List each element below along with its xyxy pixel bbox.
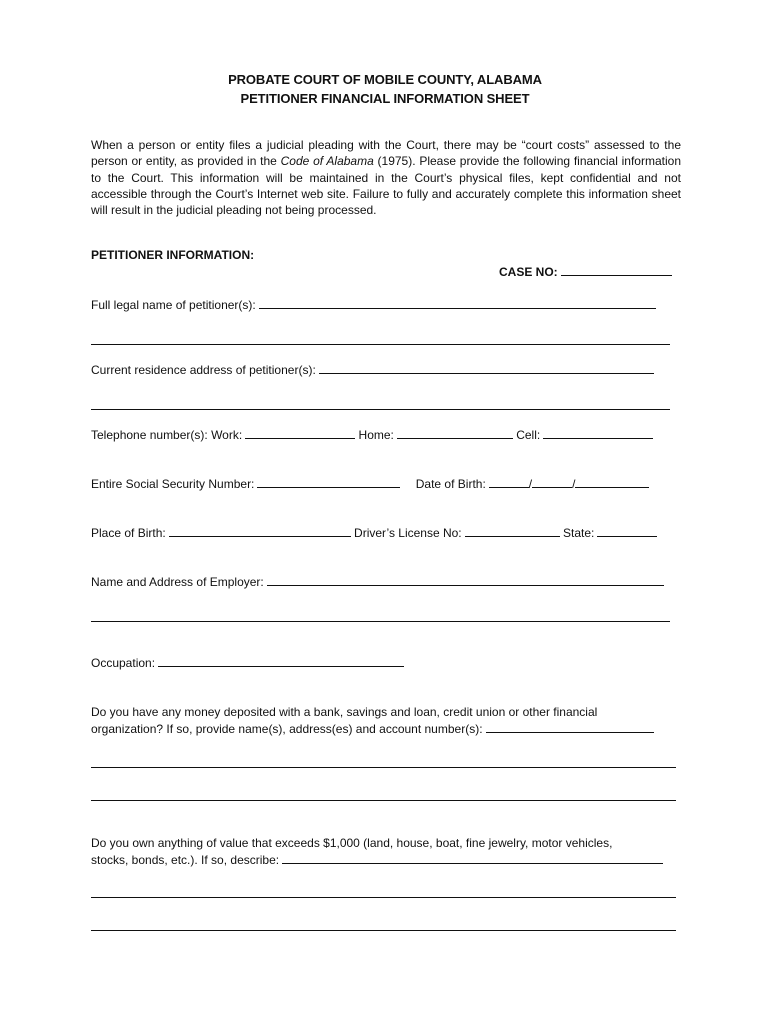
- employer-label: Name and Address of Employer:: [91, 575, 264, 589]
- telephone-row: [91, 428, 681, 442]
- address-field-line2[interactable]: [91, 409, 670, 410]
- assets-description-field[interactable]: [282, 853, 663, 864]
- occupation-label: Occupation:: [91, 656, 156, 670]
- intro-text-part2: (1975). Please provide the following financial information to the Court. This information will be maintained in the Court’s physical files, kept confidential and not accessible through the Court’s Internet web site. Failure to fully and accurately complete this information sheet will result in the judicial pleading not being processed.: [91, 154, 681, 218]
- place-of-birth-label: Place of Birth:: [91, 526, 166, 540]
- bank-question-line2: organization? If so, provide name(s), address(es) and account number(s):: [91, 721, 483, 736]
- home-phone-field[interactable]: [397, 428, 513, 439]
- bank-accounts-field-line3[interactable]: [91, 800, 676, 801]
- assets-question: [91, 835, 681, 868]
- assets-description-field-line2[interactable]: [91, 897, 676, 898]
- home-phone-label: Home:: [358, 428, 394, 442]
- employer-row: [91, 575, 681, 589]
- address-field[interactable]: [319, 363, 654, 374]
- bank-accounts-field[interactable]: [486, 722, 654, 733]
- dob-separator: /: [528, 477, 533, 491]
- bank-question-line1: Do you have any money deposited with a bank, savings and loan, credit union or other financial: [91, 705, 598, 719]
- ssn-field[interactable]: [257, 477, 400, 488]
- ssn-dob-row: [91, 477, 681, 491]
- cell-phone-field[interactable]: [543, 428, 653, 439]
- birthplace-license-row: [91, 526, 681, 540]
- cell-phone-label: Cell:: [516, 428, 541, 442]
- dob-label: Date of Birth:: [415, 477, 486, 491]
- assets-description-field-line3[interactable]: [91, 930, 676, 931]
- intro-text-part1: When a person or entity files a judicial pleading with the Court, there may be “court costs” assessed to the person or entity, as provided in the: [91, 138, 681, 169]
- employer-field-line2[interactable]: [91, 621, 670, 622]
- section-heading: PETITIONER INFORMATION:: [91, 248, 255, 262]
- drivers-license-field[interactable]: [465, 526, 560, 537]
- case-no-row: [499, 265, 674, 279]
- occupation-field[interactable]: [158, 656, 404, 667]
- state-label: State:: [563, 526, 595, 540]
- occupation-row: [91, 656, 681, 670]
- form-title: PETITIONER FINANCIAL INFORMATION SHEET: [240, 91, 530, 106]
- assets-question-line2: stocks, bonds, etc.). If so, describe:: [91, 852, 280, 867]
- full-name-label: Full legal name of petitioner(s):: [91, 298, 256, 312]
- address-label: Current residence address of petitioner(s):: [91, 363, 316, 377]
- court-title: PROBATE COURT OF MOBILE COUNTY, ALABAMA: [228, 72, 542, 87]
- drivers-license-label: Driver’s License No:: [354, 526, 462, 540]
- dob-day-field[interactable]: [532, 477, 572, 488]
- assets-question-line1: Do you own anything of value that exceeds $1,000 (land, house, boat, fine jewelry, motor vehicles,: [91, 836, 613, 850]
- code-of-alabama-title: Code of Alabama: [280, 154, 374, 169]
- full-name-field[interactable]: [259, 298, 656, 309]
- employer-field[interactable]: [267, 575, 664, 586]
- dob-separator: /: [572, 477, 576, 491]
- ssn-label: Entire Social Security Number:: [91, 477, 255, 491]
- work-phone-field[interactable]: [245, 428, 355, 439]
- case-no-label: CASE NO:: [499, 265, 558, 279]
- case-no-field[interactable]: [561, 265, 672, 276]
- bank-question: [91, 704, 681, 737]
- place-of-birth-field[interactable]: [169, 526, 351, 537]
- dob-month-field[interactable]: [489, 477, 529, 488]
- dob-year-field[interactable]: [575, 477, 649, 488]
- address-row: [91, 363, 681, 377]
- state-field[interactable]: [597, 526, 657, 537]
- bank-accounts-field-line2[interactable]: [91, 767, 676, 768]
- telephone-work-label: Telephone number(s): Work:: [91, 428, 243, 442]
- full-name-field-line2[interactable]: [91, 344, 670, 345]
- full-name-row: [91, 298, 681, 312]
- intro-paragraph: [91, 137, 681, 218]
